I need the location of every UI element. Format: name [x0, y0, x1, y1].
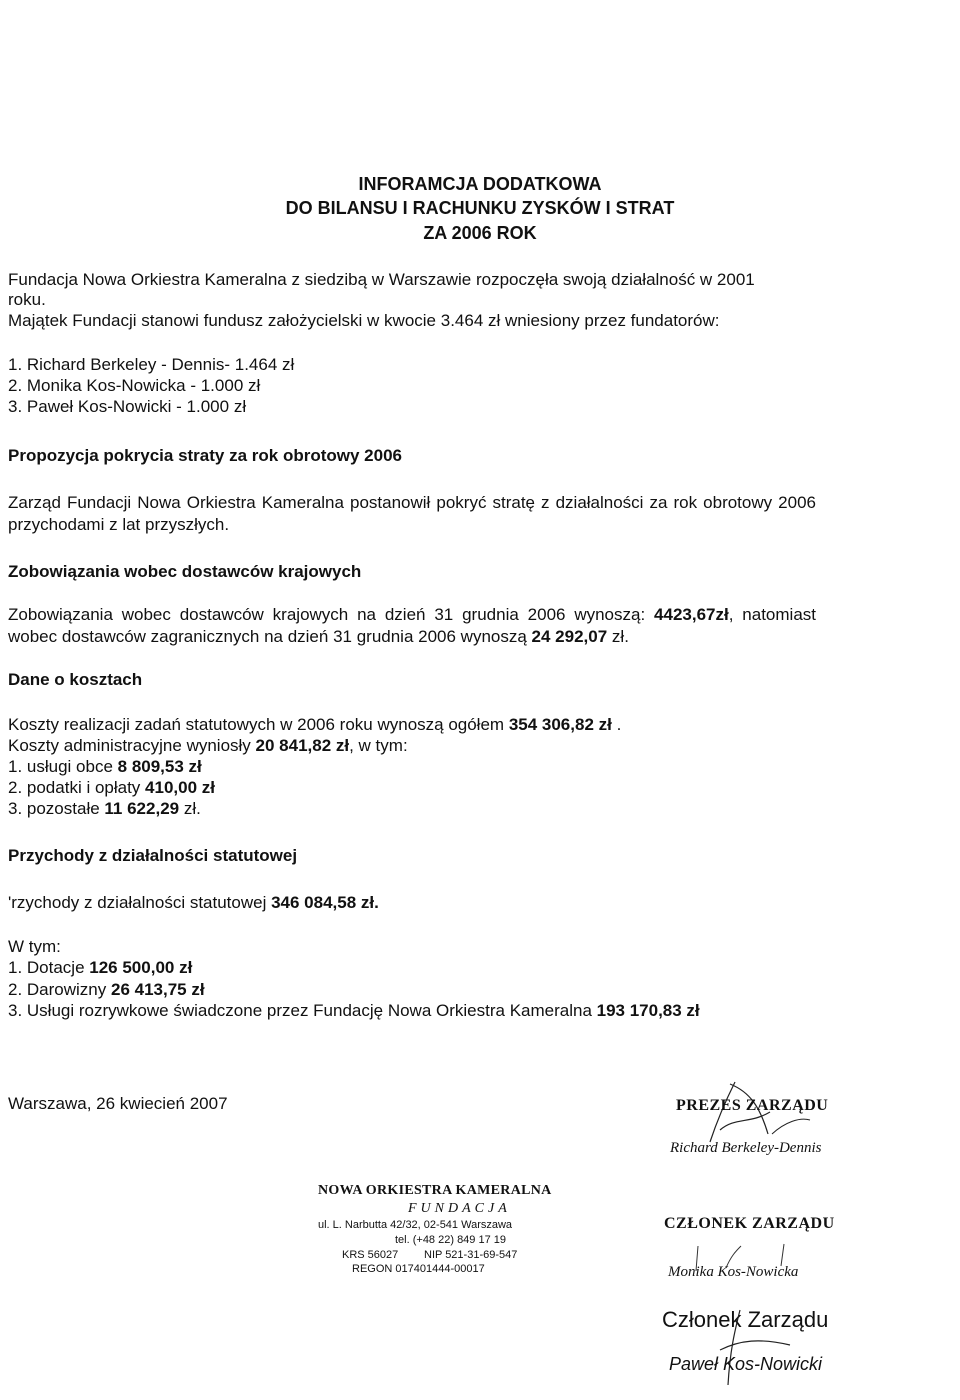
costs-line-admin: Koszty administracyjne wyniosły 20 841,82 zł, w tym:: [8, 736, 408, 755]
stamp-address: ul. L. Narbutta 42/32, 02-541 Warszawa: [318, 1219, 513, 1231]
stamp-name: NOWA ORKIESTRA KAMERALNA: [318, 1183, 552, 1198]
revenue-item-3: 3. Usługi rozrywkowe świadczone przez Fundację Nowa Orkiestra Kameralna 193 170,83 zł: [8, 1001, 700, 1020]
stamp-regon: REGON 017401444-00017: [352, 1263, 485, 1275]
member2-signature-scribble: [700, 1290, 830, 1390]
document-title-line-2: DO BILANSU I RACHUNKU ZYSKÓW I STRAT: [285, 198, 675, 218]
revenue-item-1: 1. Dotacje 126 500,00 zł: [8, 958, 193, 977]
section-heading-costs: Dane o kosztach: [8, 670, 143, 689]
member-name: Monika Kos-Nowicka: [668, 1264, 799, 1280]
member2-title: Członek Zarządu: [662, 1307, 829, 1332]
stamp-phone: tel. (+48 22) 849 17 19: [395, 1234, 506, 1246]
president-title: PREZES ZARZĄDU: [676, 1097, 829, 1114]
place-date: Warszawa, 26 kwiecień 2007: [8, 1094, 228, 1113]
section-text-loss: Zarząd Fundacji Nowa Orkiestra Kameralna postanowił pokryć stratę z działalności za rok obrotowy 2006 przychodami z lat przyszłych.: [8, 493, 816, 534]
section-heading-revenue: Przychody z działalności statutowej: [8, 846, 298, 865]
president-name: Richard Berkeley-Dennis: [670, 1140, 822, 1156]
intro-line-2: roku.: [8, 290, 46, 309]
costs-line-total: Koszty realizacji zadań statutowych w 2006 roku wynoszą ogółem 354 306,82 zł .: [8, 715, 622, 734]
costs-item-1: 1. usługi obce 8 809,53 zł: [8, 757, 202, 776]
document-title-line-1: INFORAMCJA DODATKOWA: [358, 174, 602, 194]
revenue-total: 'rzychody z działalności statutowej 346 084,58 zł.: [8, 893, 379, 912]
member2-name: Paweł Kos-Nowicki: [669, 1354, 823, 1374]
founder-item-1: 1. Richard Berkeley - Dennis- 1.464 zł: [8, 355, 295, 374]
amount-domestic: 4423,67zł: [654, 605, 729, 624]
stamp-sub: FUNDACJA: [408, 1201, 511, 1216]
revenue-item-2: 2. Darowizny 26 413,75 zł: [8, 980, 205, 999]
costs-item-2: 2. podatki i opłaty 410,00 zł: [8, 778, 215, 797]
intro-line-3: Majątek Fundacji stanowi fundusz założycielski w kwocie 3.464 zł wniesiony przez fundatorów:: [8, 311, 720, 330]
costs-item-3: 3. pozostałe 11 622,29 zł.: [8, 799, 201, 818]
member-title: CZŁONEK ZARZĄDU: [664, 1215, 835, 1232]
founder-item-3: 3. Paweł Kos-Nowicki - 1.000 zł: [8, 397, 247, 416]
stamp-krs: KRS 56027: [342, 1249, 399, 1261]
amount-foreign: 24 292,07: [531, 627, 608, 646]
section-heading-liabilities: Zobowiązania wobec dostawców krajowych: [8, 562, 362, 581]
section-heading-loss: Propozycja pokrycia straty za rok obrotowy 2006: [8, 446, 402, 465]
founder-item-2: 2. Monika Kos-Nowicka - 1.000 zł: [8, 376, 261, 395]
stamp-nip: NIP 521-31-69-547: [424, 1249, 518, 1261]
intro-line-1: Fundacja Nowa Orkiestra Kameralna z siedzibą w Warszawie rozpoczęła swoją działalność w 2001: [8, 270, 755, 289]
section-text-liabilities: Zobowiązania wobec dostawców krajowych na dzień 31 grudnia 2006 wynoszą: 4423,67zł, natomiast wobec dostawców zagranicznych na dzień 31 grudnia 2006 wynoszą 24 292,07 zł.: [8, 605, 816, 646]
revenue-wtym: W tym:: [8, 937, 61, 956]
document-title-line-3: ZA 2006 ROK: [423, 223, 537, 243]
